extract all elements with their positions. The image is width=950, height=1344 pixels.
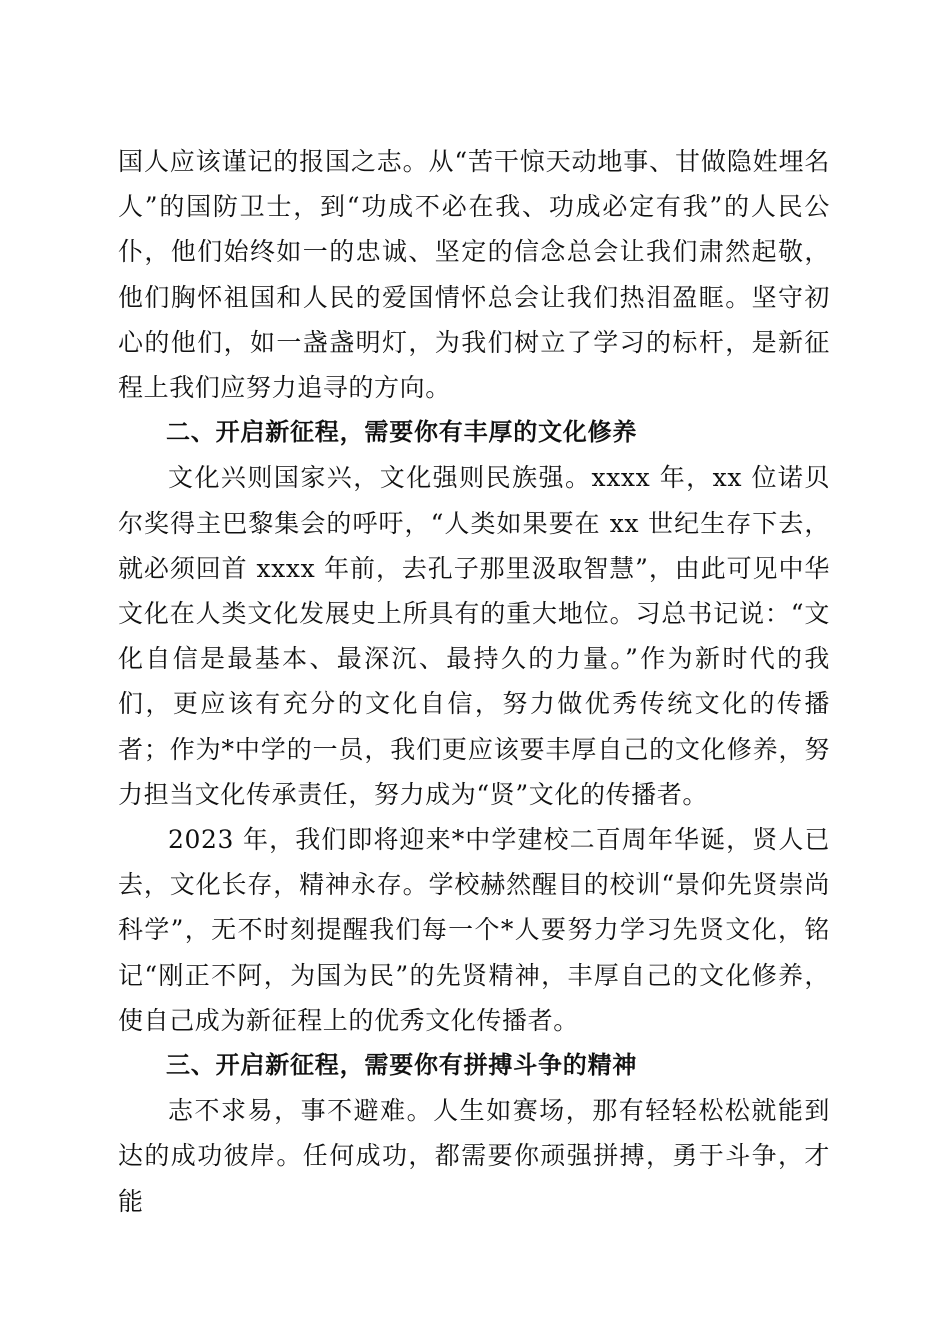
body-paragraph: 2023 年，我们即将迎来*中学建校二百周年华诞，贤人已去，文化长存，精神永存。学校赫然醒目的校训“景仰先贤崇尚科学”，无不时刻提醒我们每一个*人要努力学习先贤文化，铭记“刚正不阿，为国为民”的先贤精神，丰厚自己的文化修养，使自己成为新征程上的优秀文化传播者。 (118, 825, 830, 1035)
section-heading: 三、开启新征程，需要你有拼搏斗争的精神 (166, 1051, 638, 1080)
document-body (118, 139, 830, 1224)
section-heading: 二、开启新征程，需要你有丰厚的文化修养 (166, 418, 638, 447)
body-paragraph: 文化兴则国家兴，文化强则民族强。xxxx 年，xx 位诺贝尔奖得主巴黎集会的呼吁，“人类如果要在 xx 世纪生存下去，就必须回首 xxxx 年前，去孔子那里汲取智慧”，由此可见中华文化在人类文化发展史上所具有的重大地位。习总书记说：“文化自信是最基本、最深沉、最持久的力量。”作为新时代的我们，更应该有充分的文化自信，努力做优秀传统文化的传播者；作为*中学的一员，我们更应该要丰厚自己的文化修养，努力担当文化传承责任，努力成为“贤”文化的传播者。 (118, 463, 830, 809)
body-paragraph: 国人应该谨记的报国之志。从“苦干惊天动地事、甘做隐姓埋名人”的国防卫士，到“功成不必在我、功成必定有我”的人民公仆，他们始终如一的忠诚、坚定的信念总会让我们肃然起敬，他们胸怀祖国和人民的爱国情怀总会让我们热泪盈眶。坚守初心的他们，如一盏盏明灯，为我们树立了学习的标杆，是新征程上我们应努力追寻的方向。 (118, 147, 830, 403)
body-paragraph: 志不求易，事不避难。人生如赛场，那有轻轻松松就能到达的成功彼岸。任何成功，都需要你顽强拼搏，勇于斗争，才能 (118, 1096, 830, 1216)
